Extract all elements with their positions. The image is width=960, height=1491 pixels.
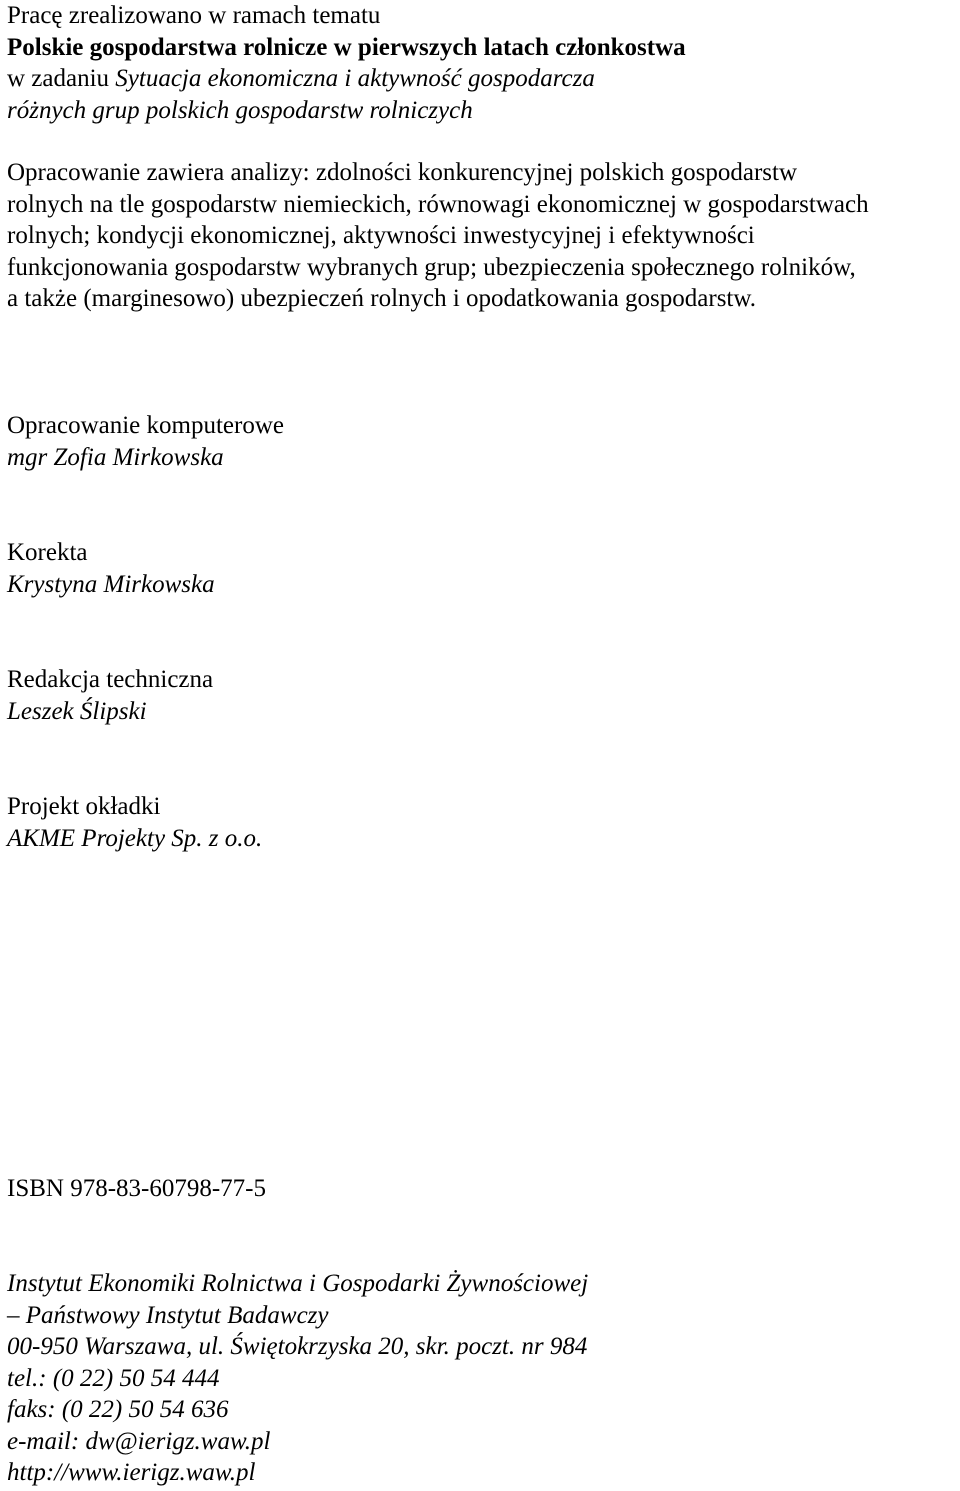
credit-role: Opracowanie komputerowe: [7, 412, 284, 439]
publisher-tel: tel.: (0 22) 50 54 444: [7, 1364, 220, 1392]
credit-name: Leszek Ślipski: [7, 697, 147, 725]
intro-section: [7, 0, 960, 126]
task-title-part1: Sytuacja ekonomiczna i aktywność gospodarcza: [115, 65, 595, 92]
credit-name: mgr Zofia Mirkowska: [7, 443, 224, 471]
isbn-section: [7, 1173, 960, 1205]
credit-computer-layout: [7, 410, 960, 473]
publisher-section: [7, 1268, 960, 1489]
description-line: a także (marginesowo) ubezpieczeń rolnych i opodatkowania gospodarstw.: [7, 285, 757, 312]
publisher-subtitle: – Państwowy Instytut Badawczy: [7, 1301, 329, 1329]
isbn-number: ISBN 978-83-60798-77-5: [7, 1175, 267, 1202]
publisher-address: 00-950 Warszawa, ul. Świętokrzyska 20, skr. poczt. nr 984: [7, 1333, 588, 1360]
credit-name: AKME Projekty Sp. z o.o.: [7, 824, 263, 852]
credit-technical-editing: [7, 664, 960, 727]
description-line: rolnych; kondycji ekonomicznej, aktywności inwestycyjnej i efektywności: [7, 222, 755, 249]
task-prefix: w zadaniu: [7, 65, 116, 92]
credit-role: Korekta: [7, 539, 88, 566]
credit-role: Redakcja techniczna: [7, 666, 214, 693]
description-line: rolnych na tle gospodarstw niemieckich, równowagi ekonomicznej w gospodarstwach: [7, 190, 869, 218]
credit-name: Krystyna Mirkowska: [7, 570, 215, 598]
publisher-website: http://www.ierigz.waw.pl: [7, 1459, 256, 1486]
task-line: [7, 63, 960, 95]
intro-line: Pracę zrealizowano w ramach tematu: [7, 2, 381, 29]
publisher-name: Instytut Ekonomiki Rolnictwa i Gospodarki Żywnościowej: [7, 1270, 589, 1297]
credit-proofreading: [7, 537, 960, 600]
description-section: [7, 157, 960, 315]
publisher-fax: faks: (0 22) 50 54 636: [7, 1396, 229, 1423]
publisher-email: e-mail: dw@ierigz.waw.pl: [7, 1427, 271, 1455]
task-title-part2: różnych grup polskich gospodarstw rolniczych: [7, 96, 473, 124]
description-line: Opracowanie zawiera analizy: zdolności konkurencyjnej polskich gospodarstw: [7, 159, 798, 186]
theme-title: Polskie gospodarstwa rolnicze w pierwszych latach członkostwa: [7, 33, 686, 61]
description-line: funkcjonowania gospodarstw wybranych grup; ubezpieczenia społecznego rolników,: [7, 253, 856, 281]
credit-role: Projekt okładki: [7, 793, 161, 820]
credit-cover-design: [7, 791, 960, 854]
